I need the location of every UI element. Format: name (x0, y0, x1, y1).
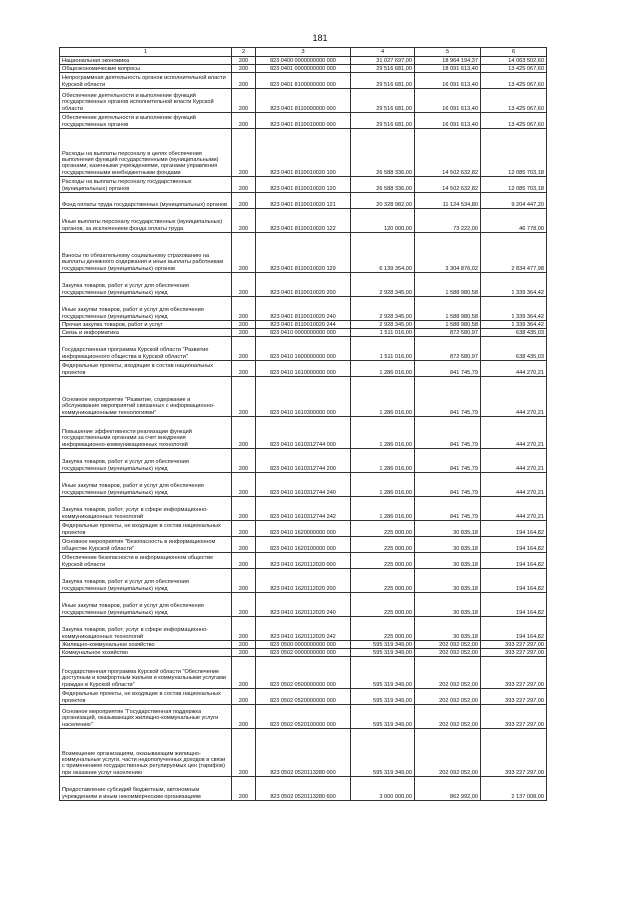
row-kbk-cell: 823 0401 8110010020 120 (256, 177, 351, 193)
row-kbk-cell: 823 0502 0000000000 000 (256, 649, 351, 657)
row-name-cell: Возмещение организациям, оказывающим жилищно-коммунальные услуги, части недополученных доходов в связи с применением государственных регулируемых цен (тарифов) при оказании услуг населению (60, 729, 232, 777)
row-code-cell: 200 (232, 593, 256, 617)
row-value-5-cell: 30 835,18 (415, 553, 481, 569)
row-kbk-cell: 823 0401 8110010020 200 (256, 273, 351, 297)
row-code-cell: 200 (232, 497, 256, 521)
row-code-cell: 200 (232, 209, 256, 233)
row-kbk-cell: 823 0502 0500000000 000 (256, 657, 351, 689)
row-code-cell: 200 (232, 361, 256, 377)
row-value-4-cell: 225 000,00 (351, 537, 415, 553)
table-row (60, 113, 547, 129)
row-name-cell: Прочая закупка товаров, работ и услуг (60, 321, 232, 329)
row-name-cell: Основное мероприятие "Развитие, содержание и обслуживание мероприятий связанных с информационно-коммуникационными технологиями" (60, 377, 232, 417)
row-value-4-cell: 1 286 016,00 (351, 449, 415, 473)
table-row (60, 473, 547, 497)
table-row (60, 521, 547, 537)
row-value-5-cell: 30 835,18 (415, 537, 481, 553)
row-code-cell: 200 (232, 329, 256, 337)
row-code-cell: 200 (232, 553, 256, 569)
row-value-6-cell: 393 227 297,00 (481, 649, 547, 657)
row-value-5-cell: 841 745,79 (415, 361, 481, 377)
row-kbk-cell: 823 0502 0520100000 000 (256, 705, 351, 729)
row-code-cell: 200 (232, 113, 256, 129)
row-kbk-cell: 823 0410 1610312744 240 (256, 473, 351, 497)
page-number: 181 (312, 33, 328, 43)
row-value-5-cell: 18 964 194,37 (415, 57, 481, 65)
table-row (60, 641, 547, 649)
row-value-4-cell: 1 511 016,00 (351, 337, 415, 361)
table-row (60, 89, 547, 113)
row-name-cell: Непрограммная деятельность органов исполнительной власти Курской области (60, 73, 232, 89)
row-code-cell: 200 (232, 233, 256, 273)
row-value-6-cell: 194 164,82 (481, 521, 547, 537)
row-value-4-cell: 1 286 016,00 (351, 377, 415, 417)
table-row (60, 129, 547, 177)
row-kbk-cell: 823 0500 0000000000 000 (256, 641, 351, 649)
row-value-6-cell: 194 164,82 (481, 569, 547, 593)
table-row (60, 329, 547, 337)
row-kbk-cell: 823 0502 0520113280 000 (256, 729, 351, 777)
row-name-cell: Взносы по обязательному социальному страхованию на выплаты денежного содержания и иные выплаты работникам государственных (муниципальных) органов (60, 233, 232, 273)
row-code-cell: 200 (232, 569, 256, 593)
row-value-4-cell: 225 000,00 (351, 553, 415, 569)
row-value-4-cell: 29 516 681,00 (351, 73, 415, 89)
row-name-cell: Расходы на выплаты персоналу в целях обеспечения выполнения функций государственными (муниципальными) органами, казенными учреждениями, органами управления государственными внебюджетными фондами (60, 129, 232, 177)
row-value-6-cell: 12 085 703,18 (481, 177, 547, 193)
row-value-4-cell: 29 516 681,00 (351, 65, 415, 73)
table-row (60, 177, 547, 193)
table-row (60, 705, 547, 729)
row-value-4-cell: 595 319 349,00 (351, 641, 415, 649)
row-kbk-cell: 823 0401 8110010020 100 (256, 129, 351, 177)
table-row (60, 209, 547, 233)
row-value-4-cell: 1 286 016,00 (351, 497, 415, 521)
row-name-cell: Иные закупки товаров, работ и услуг для обеспечения государственных (муниципальных) нужд (60, 593, 232, 617)
row-value-6-cell: 393 227 297,00 (481, 689, 547, 705)
row-value-5-cell: 16 091 613,40 (415, 113, 481, 129)
row-value-5-cell: 73 222,00 (415, 209, 481, 233)
row-value-5-cell: 202 092 052,00 (415, 649, 481, 657)
row-name-cell: Основное мероприятие "Государственная поддержка организаций, оказывающих жилищно-коммунальные услуги населению" (60, 705, 232, 729)
row-kbk-cell: 823 0502 0520000000 000 (256, 689, 351, 705)
row-value-6-cell: 444 270,21 (481, 361, 547, 377)
row-value-5-cell: 11 124 534,80 (415, 193, 481, 209)
row-kbk-cell: 823 0410 1610312744 242 (256, 497, 351, 521)
row-kbk-cell: 823 0410 1620112020 200 (256, 569, 351, 593)
table-row (60, 193, 547, 209)
row-value-6-cell: 393 227 297,00 (481, 657, 547, 689)
row-code-cell: 200 (232, 617, 256, 641)
table-row (60, 361, 547, 377)
row-name-cell: Обеспечение деятельности и выполнение функций государственных органов (60, 113, 232, 129)
row-name-cell: Коммунальное хозяйство (60, 649, 232, 657)
row-value-5-cell: 202 092 052,00 (415, 641, 481, 649)
table-row (60, 57, 547, 65)
row-name-cell: Иные закупки товаров, работ и услуг для обеспечения государственных (муниципальных) нужд (60, 297, 232, 321)
column-header: 4 (351, 48, 415, 57)
row-name-cell: Обеспечение деятельности и выполнение функций государственных органов исполнительной власти Курской области (60, 89, 232, 113)
row-value-6-cell: 13 425 067,60 (481, 89, 547, 113)
row-kbk-cell: 823 0401 8110000000 000 (256, 89, 351, 113)
row-value-6-cell: 13 425 067,60 (481, 113, 547, 129)
row-value-5-cell: 1 588 980,58 (415, 321, 481, 329)
row-value-5-cell: 202 092 052,00 (415, 689, 481, 705)
row-value-5-cell: 202 092 052,00 (415, 705, 481, 729)
row-kbk-cell: 823 0400 0000000000 000 (256, 57, 351, 65)
row-value-4-cell: 26 588 336,00 (351, 177, 415, 193)
row-value-5-cell: 841 745,79 (415, 473, 481, 497)
table-row (60, 297, 547, 321)
row-code-cell: 200 (232, 193, 256, 209)
table-row (60, 321, 547, 329)
row-name-cell: Повышение эффективности реализации функций государственными органами за счет внедрения информационно-коммуникационных технологий (60, 417, 232, 449)
row-code-cell: 200 (232, 473, 256, 497)
row-value-5-cell: 1 588 980,58 (415, 273, 481, 297)
table-row (60, 73, 547, 89)
row-value-4-cell: 29 516 681,00 (351, 89, 415, 113)
row-name-cell: Закупка товаров, работ, услуг в сфере информационно-коммуникационных технологий (60, 617, 232, 641)
row-kbk-cell: 823 0410 1620112020 000 (256, 553, 351, 569)
row-value-6-cell: 194 164,82 (481, 537, 547, 553)
row-name-cell: Федеральные проекты, не входящие в состав национальных проектов (60, 689, 232, 705)
row-value-4-cell: 29 516 681,00 (351, 113, 415, 129)
row-kbk-cell: 823 0401 8110010020 121 (256, 193, 351, 209)
row-code-cell: 200 (232, 73, 256, 89)
row-value-4-cell: 2 928 345,00 (351, 297, 415, 321)
row-value-4-cell: 1 286 016,00 (351, 417, 415, 449)
column-header: 3 (256, 48, 351, 57)
row-value-4-cell: 225 000,00 (351, 521, 415, 537)
row-value-5-cell: 18 091 613,40 (415, 65, 481, 73)
row-value-6-cell: 14 063 502,60 (481, 57, 547, 65)
row-code-cell: 200 (232, 689, 256, 705)
row-code-cell: 200 (232, 729, 256, 777)
row-value-6-cell: 46 778,00 (481, 209, 547, 233)
row-value-4-cell: 595 319 349,00 (351, 729, 415, 777)
row-name-cell: Расходы на выплаты персоналу государственных (муниципальных) органов (60, 177, 232, 193)
column-header: 2 (232, 48, 256, 57)
row-code-cell: 200 (232, 777, 256, 801)
row-value-6-cell: 444 270,21 (481, 417, 547, 449)
row-value-5-cell: 841 745,79 (415, 497, 481, 521)
row-kbk-cell: 823 0410 1610300000 000 (256, 377, 351, 417)
row-value-6-cell: 444 270,21 (481, 449, 547, 473)
row-value-6-cell: 2 137 008,00 (481, 777, 547, 801)
row-code-cell: 200 (232, 377, 256, 417)
row-value-5-cell: 30 835,18 (415, 617, 481, 641)
table-row (60, 593, 547, 617)
row-value-6-cell: 12 085 703,18 (481, 129, 547, 177)
row-value-4-cell: 225 000,00 (351, 569, 415, 593)
row-value-5-cell: 14 502 632,82 (415, 129, 481, 177)
row-value-4-cell: 3 000 000,00 (351, 777, 415, 801)
row-value-5-cell: 872 580,97 (415, 329, 481, 337)
row-value-4-cell: 225 000,00 (351, 593, 415, 617)
row-value-4-cell: 595 319 349,00 (351, 705, 415, 729)
row-value-6-cell: 194 164,82 (481, 593, 547, 617)
row-name-cell: Государственная программа Курской области "Развитие информационного общества в Курской области" (60, 337, 232, 361)
table-row (60, 377, 547, 417)
row-value-6-cell: 393 227 297,00 (481, 705, 547, 729)
row-code-cell: 200 (232, 521, 256, 537)
row-value-6-cell: 638 435,03 (481, 337, 547, 361)
row-name-cell: Закупка товаров, работ и услуг для обеспечения государственных (муниципальных) нужд (60, 569, 232, 593)
table-row (60, 729, 547, 777)
table-row (60, 689, 547, 705)
table-header-row (60, 48, 547, 57)
row-kbk-cell: 823 0401 8100000000 000 (256, 73, 351, 89)
row-code-cell: 200 (232, 417, 256, 449)
row-value-4-cell: 20 328 982,00 (351, 193, 415, 209)
row-value-6-cell: 444 270,21 (481, 497, 547, 521)
row-value-4-cell: 1 286 016,00 (351, 473, 415, 497)
row-value-4-cell: 2 928 345,00 (351, 321, 415, 329)
table-row (60, 569, 547, 593)
row-name-cell: Связь и информатика (60, 329, 232, 337)
row-value-4-cell: 595 319 349,00 (351, 689, 415, 705)
row-value-5-cell: 16 091 613,40 (415, 89, 481, 113)
row-value-5-cell: 841 745,79 (415, 377, 481, 417)
row-value-5-cell: 202 092 052,00 (415, 657, 481, 689)
row-kbk-cell: 823 0401 8110010000 000 (256, 113, 351, 129)
row-code-cell: 200 (232, 337, 256, 361)
table-row (60, 649, 547, 657)
row-name-cell: Закупка товаров, работ и услуг для обеспечения государственных (муниципальных) нужд (60, 449, 232, 473)
row-code-cell: 200 (232, 297, 256, 321)
row-name-cell: Иные выплаты персоналу государственных (муниципальных) органов, за исключением фонда оплаты труда (60, 209, 232, 233)
row-kbk-cell: 823 0410 0000000000 000 (256, 329, 351, 337)
row-value-5-cell: 1 588 980,58 (415, 297, 481, 321)
row-code-cell: 200 (232, 89, 256, 113)
table-row (60, 537, 547, 553)
row-kbk-cell: 823 0410 1610312744 200 (256, 449, 351, 473)
row-value-6-cell: 194 164,82 (481, 617, 547, 641)
row-value-5-cell: 841 745,79 (415, 417, 481, 449)
row-name-cell: Федеральные проекты, не входящие в состав национальных проектов (60, 521, 232, 537)
row-code-cell: 200 (232, 65, 256, 73)
row-value-4-cell: 120 000,00 (351, 209, 415, 233)
row-value-6-cell: 393 227 297,00 (481, 641, 547, 649)
row-value-5-cell: 14 502 632,82 (415, 177, 481, 193)
row-code-cell: 200 (232, 537, 256, 553)
row-value-6-cell: 13 425 067,60 (481, 73, 547, 89)
row-value-6-cell: 2 834 477,98 (481, 233, 547, 273)
row-name-cell: Предоставление субсидий бюджетным, автономным учреждениям и иным некоммерческим организациям (60, 777, 232, 801)
table-row (60, 233, 547, 273)
row-kbk-cell: 823 0401 8110010020 240 (256, 297, 351, 321)
row-kbk-cell: 823 0401 8110010020 122 (256, 209, 351, 233)
column-header: 1 (60, 48, 232, 57)
row-value-4-cell: 225 000,00 (351, 617, 415, 641)
table-row (60, 777, 547, 801)
table-row (60, 273, 547, 297)
row-name-cell: Обеспечение безопасности в информационном обществе Курской области (60, 553, 232, 569)
table-row (60, 497, 547, 521)
row-value-6-cell: 1 339 364,42 (481, 297, 547, 321)
row-name-cell: Общеэкономические вопросы (60, 65, 232, 73)
row-kbk-cell: 823 0410 1610312744 000 (256, 417, 351, 449)
row-value-4-cell: 1 511 016,00 (351, 329, 415, 337)
row-value-6-cell: 444 270,21 (481, 377, 547, 417)
row-value-4-cell: 595 319 349,00 (351, 657, 415, 689)
budget-table (59, 47, 547, 801)
row-value-6-cell: 444 270,21 (481, 473, 547, 497)
row-name-cell: Закупка товаров, работ и услуг для обеспечения государственных (муниципальных) нужд (60, 273, 232, 297)
row-value-6-cell: 393 227 297,00 (481, 729, 547, 777)
row-name-cell: Иные закупки товаров, работ и услуг для обеспечения государственных (муниципальных) нужд (60, 473, 232, 497)
row-name-cell: Фонд оплаты труда государственных (муниципальных) органов (60, 193, 232, 209)
row-code-cell: 200 (232, 449, 256, 473)
row-code-cell: 200 (232, 657, 256, 689)
row-code-cell: 200 (232, 705, 256, 729)
row-kbk-cell: 823 0410 1610000000 000 (256, 361, 351, 377)
column-header: 6 (481, 48, 547, 57)
row-kbk-cell: 823 0401 8110010020 244 (256, 321, 351, 329)
row-name-cell: Закупка товаров, работ, услуг в сфере информационно-коммуникационных технологий (60, 497, 232, 521)
row-code-cell: 200 (232, 57, 256, 65)
row-name-cell: Национальная экономика (60, 57, 232, 65)
table-row (60, 449, 547, 473)
row-kbk-cell: 823 0410 1620100000 000 (256, 537, 351, 553)
row-value-5-cell: 30 835,18 (415, 569, 481, 593)
table-row (60, 65, 547, 73)
row-code-cell: 200 (232, 641, 256, 649)
row-value-6-cell: 194 164,82 (481, 553, 547, 569)
row-kbk-cell: 823 0410 1620112020 242 (256, 617, 351, 641)
row-name-cell: Основное мероприятие "Безопасность в информационном обществе Курской области" (60, 537, 232, 553)
row-value-5-cell: 202 092 052,00 (415, 729, 481, 777)
row-value-6-cell: 13 425 067,60 (481, 65, 547, 73)
row-value-6-cell: 1 339 364,42 (481, 321, 547, 329)
table-row (60, 617, 547, 641)
row-value-4-cell: 26 588 336,00 (351, 129, 415, 177)
row-value-4-cell: 31 027 697,00 (351, 57, 415, 65)
row-value-5-cell: 3 304 876,02 (415, 233, 481, 273)
row-value-5-cell: 16 091 613,40 (415, 73, 481, 89)
row-kbk-cell: 823 0410 1620112020 240 (256, 593, 351, 617)
table-row (60, 553, 547, 569)
column-header: 5 (415, 48, 481, 57)
row-value-4-cell: 2 928 345,00 (351, 273, 415, 297)
row-code-cell: 200 (232, 321, 256, 329)
row-kbk-cell: 823 0410 1600000000 000 (256, 337, 351, 361)
row-kbk-cell: 823 0410 1620000000 000 (256, 521, 351, 537)
row-value-5-cell: 872 580,97 (415, 337, 481, 361)
row-value-5-cell: 862 992,00 (415, 777, 481, 801)
row-code-cell: 200 (232, 177, 256, 193)
row-name-cell: Государственная программа Курской области "Обеспечение доступным и комфортным жильем и коммунальными услугами граждан в Курской области" (60, 657, 232, 689)
row-code-cell: 200 (232, 649, 256, 657)
table-row (60, 657, 547, 689)
table-row (60, 417, 547, 449)
row-kbk-cell: 823 0401 8110010020 129 (256, 233, 351, 273)
row-kbk-cell: 823 0502 0520113280 600 (256, 777, 351, 801)
table-row (60, 337, 547, 361)
row-code-cell: 200 (232, 273, 256, 297)
row-value-5-cell: 841 745,79 (415, 449, 481, 473)
row-value-6-cell: 9 204 447,20 (481, 193, 547, 209)
row-name-cell: Жилищно-коммунальное хозяйство (60, 641, 232, 649)
row-kbk-cell: 823 0401 0000000000 000 (256, 65, 351, 73)
row-value-4-cell: 595 319 349,00 (351, 649, 415, 657)
row-value-4-cell: 1 286 016,00 (351, 361, 415, 377)
row-value-5-cell: 30 835,18 (415, 521, 481, 537)
row-value-5-cell: 30 835,18 (415, 593, 481, 617)
row-value-4-cell: 6 139 354,00 (351, 233, 415, 273)
row-value-6-cell: 1 339 364,42 (481, 273, 547, 297)
row-code-cell: 200 (232, 129, 256, 177)
row-value-6-cell: 638 435,03 (481, 329, 547, 337)
row-name-cell: Федеральные проекты, входящие в состав национальных проектов (60, 361, 232, 377)
